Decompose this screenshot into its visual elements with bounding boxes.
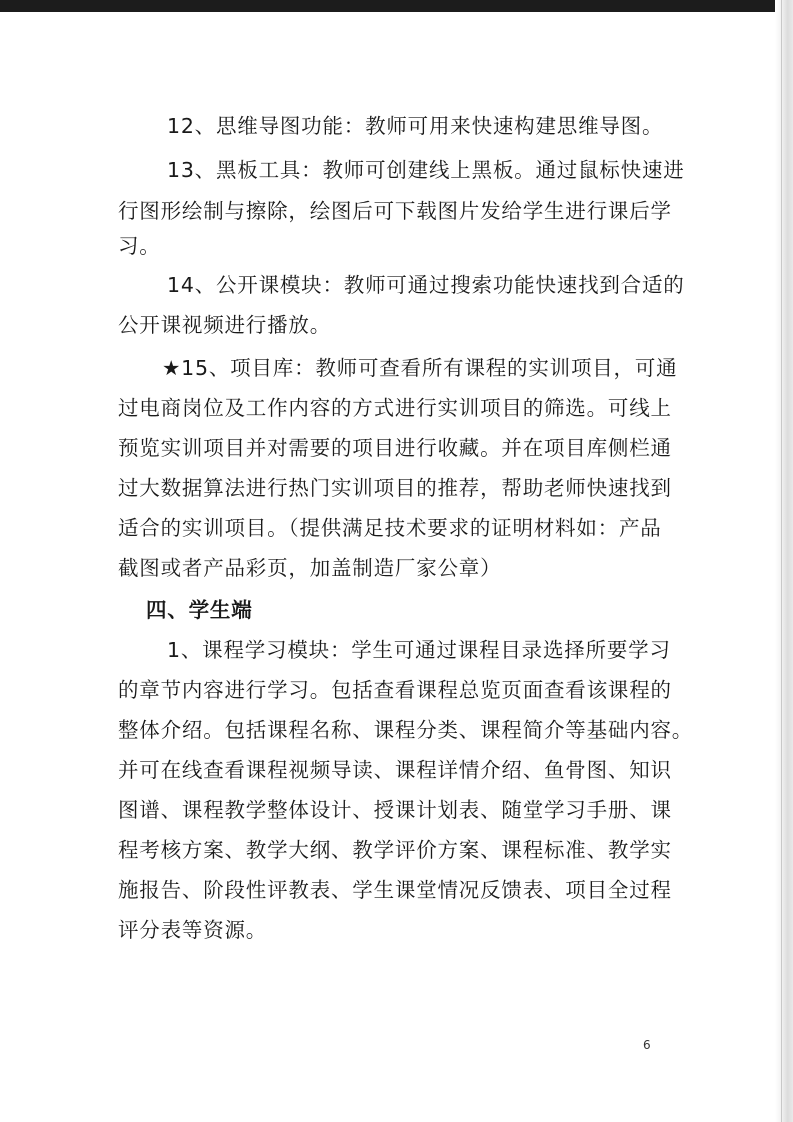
text-line: 评分表等资源。 xyxy=(118,918,268,942)
text-line: 施报告、阶段性评教表、学生课堂情况反馈表、项目全过程 xyxy=(118,878,672,902)
text-line: ★15、项目库：教师可查看所有课程的实训项目，可通 xyxy=(162,356,678,380)
text-line: 整体介绍。包括课程名称、课程分类、课程简介等基础内容。 xyxy=(118,718,694,742)
text-line: 行图形绘制与擦除，绘图后可下载图片发给学生进行课后学 xyxy=(118,199,672,223)
text-line: 预览实训项目并对需要的项目进行收藏。并在项目库侧栏通 xyxy=(118,436,672,460)
text-line: 公开课视频进行播放。 xyxy=(118,313,331,337)
text-line: 过大数据算法进行热门实训项目的推荐，帮助老师快速找到 xyxy=(118,476,672,500)
text-line: 图谱、课程教学整体设计、授课计划表、随堂学习手册、课 xyxy=(118,798,672,822)
text-line: 过电商岗位及工作内容的方式进行实训项目的筛选。可线上 xyxy=(118,396,672,420)
scan-edge-right xyxy=(775,0,793,1122)
text-line: 适合的实训项目。（提供满足技术要求的证明材料如：产品 xyxy=(118,516,662,540)
text-line: 习。 xyxy=(118,234,161,258)
text-line: 的章节内容进行学习。包括查看课程总览页面查看该课程的 xyxy=(118,678,672,702)
page-number: 6 xyxy=(643,1038,651,1052)
section-heading: 四、学生端 xyxy=(146,598,253,622)
text-line: 截图或者产品彩页，加盖制造厂家公章） xyxy=(118,556,502,580)
text-line: 程考核方案、教学大纲、教学评价方案、课程标准、教学实 xyxy=(118,838,672,862)
text-line: 并可在线查看课程视频导读、课程详情介绍、鱼骨图、知识 xyxy=(118,758,672,782)
text-line: 14、公开课模块：教师可通过搜索功能快速找到合适的 xyxy=(167,273,685,297)
text-line: 1、课程学习模块：学生可通过课程目录选择所要学习 xyxy=(167,638,671,662)
text-line: 12、思维导图功能：教师可用来快速构建思维导图。 xyxy=(167,114,664,138)
text-line: 13、黑板工具：教师可创建线上黑板。通过鼠标快速进 xyxy=(167,158,685,182)
